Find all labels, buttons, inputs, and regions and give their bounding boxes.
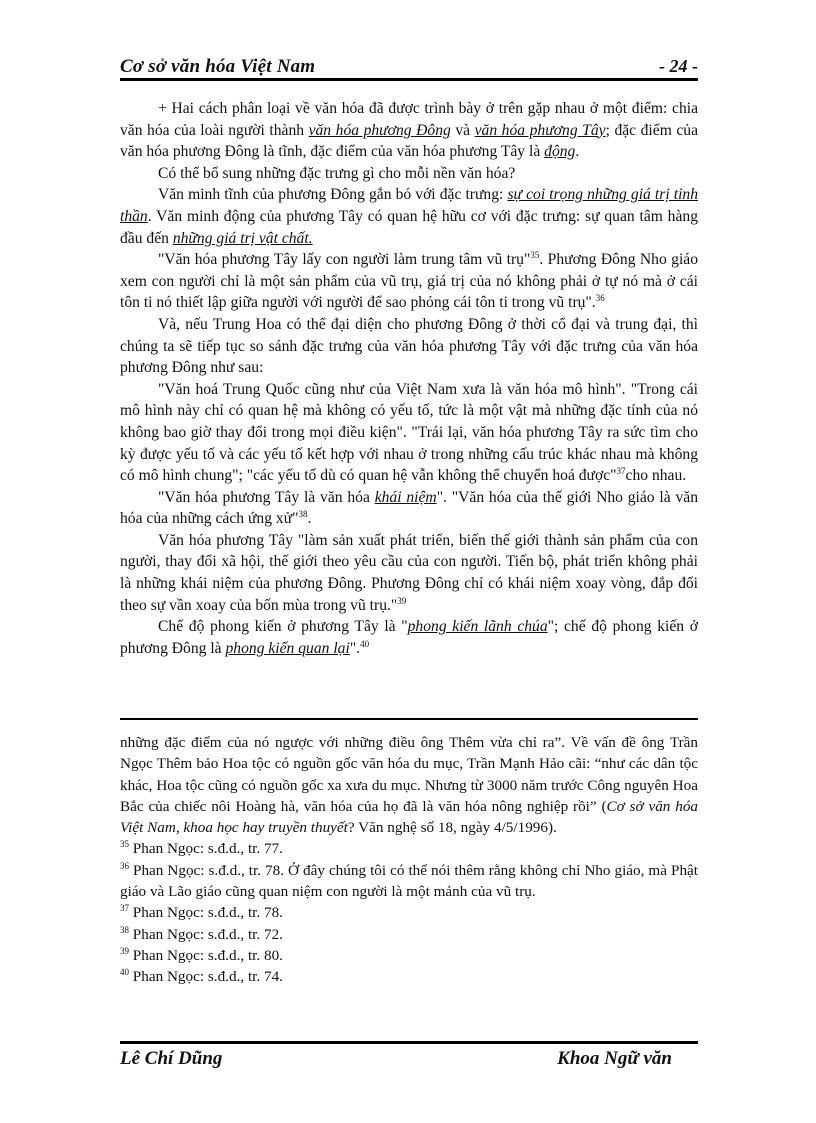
footnote-continuation bbox=[120, 732, 698, 838]
text: . bbox=[307, 510, 312, 528]
footnote-ref: 37 bbox=[616, 466, 626, 477]
paragraph: Và, nếu Trung Hoa có thể đại diện cho phương Đông ở thời cổ đại và trung đại, thì chúng ta sẽ tiếp tục so sánh đặc trưng của văn hóa phương Tây với đặc trưng của văn hóa phương Đông như sau: bbox=[120, 315, 698, 377]
header-rule bbox=[120, 78, 698, 81]
text: Văn hóa phương Tây "làm sản xuất phát triển, biến thế giới thành sản phẩm của con người, thay đổi xã hội, thế giới theo yêu cầu của con người. Tiến bộ, phát triển không phải là những khái niệm của phương Đông. Phương Đông chỉ có khái niệm xoay vòng, đắp đổi theo sự vần xoay của bốn mùa trong vũ trụ." bbox=[120, 531, 698, 614]
footnote-ref: 40 bbox=[360, 638, 370, 649]
paragraph bbox=[120, 249, 698, 314]
text: . Văn minh động của phương Tây có quan hệ hữu cơ với đặc trưng: sự quan tâm hàng đầu đến bbox=[120, 207, 698, 247]
paragraph: Có thể bổ sung những đặc trưng gì cho mỗi nền văn hóa? bbox=[158, 164, 516, 182]
text: cho nhau. bbox=[625, 467, 687, 485]
text: ". "Văn hóa của thế giới Nho giáo là văn hóa của những cách ứng xử" bbox=[120, 488, 699, 528]
footnote-number: 37 bbox=[120, 903, 129, 914]
page-footer bbox=[120, 1044, 698, 1072]
italic-title: Cơ sở văn hóa Việt Nam, khoa học hay truyền thuyết bbox=[120, 797, 699, 837]
paragraph bbox=[120, 184, 698, 249]
paragraph bbox=[120, 530, 698, 616]
footnote-number: 40 bbox=[120, 967, 129, 978]
department-name: Khoa Ngữ văn bbox=[557, 1048, 672, 1069]
text: "Văn hoá Trung Quốc cũng như của Việt Nam xưa là văn hóa mô hình". "Trong cái mô hình này chỉ có quan hệ mà không có yếu tố, tức là một vật mà những đặc tính của nó không bao giờ thay đổi trong mọi điều kiện". "Trái lại, văn hóa phương Tây ra sức tìm cho kỳ được yếu tố và các yếu tố kết hợp với nhau ở trong những cấu trúc khác nhau mà không có mô hình chung"; "các yếu tố dù có quan hệ vẫn không thể chuyển hoá được" bbox=[120, 380, 698, 485]
footnote-text: Phan Ngọc: s.đ.d., tr. 77. bbox=[129, 840, 283, 858]
text: ? Văn nghệ số 18, ngày 4/5/1996). bbox=[347, 819, 557, 837]
text: Văn minh tĩnh của phương Đông gắn bó với đặc trưng: bbox=[158, 186, 508, 204]
footnote-text: Phan Ngọc: s.đ.d., tr. 78. Ở đây chúng tôi có thể nói thêm rằng không chỉ Nho giáo, mà Phật giáo và Lão giáo cũng quan niệm con người là một mảnh của vũ trụ. bbox=[120, 861, 698, 901]
paragraph bbox=[120, 487, 698, 530]
emphasis: phong kiến quan lại bbox=[225, 639, 350, 657]
main-text bbox=[120, 98, 698, 659]
emphasis: văn hóa phương Đông bbox=[308, 121, 451, 139]
footnote-number: 35 bbox=[120, 839, 129, 850]
paragraph bbox=[120, 616, 698, 659]
footnote-text: Phan Ngọc: s.đ.d., tr. 78. bbox=[129, 904, 283, 922]
text: "; chế độ phong kiến ở phương Đông là bbox=[120, 618, 698, 657]
text: "Văn hóa phương Tây lấy con người làm trung tâm vũ trụ" bbox=[158, 251, 531, 269]
document-title: Cơ sở văn hóa Việt Nam bbox=[120, 56, 316, 77]
footnote bbox=[120, 860, 698, 903]
text: . Phương Đông Nho giáo xem con người chỉ là một sản phẩm của vũ trụ, giá trị của nó không phải ở tự nó mà ở cái tôn ti nó thiết lập giữa người với người để sao phỏng cái tôn ti trong vũ trụ". bbox=[120, 251, 699, 312]
text: Chế độ phong kiến ở phương Tây là " bbox=[158, 618, 408, 636]
page-number: - 24 - bbox=[659, 56, 698, 76]
footnote-text: Phan Ngọc: s.đ.d., tr. 74. bbox=[129, 968, 283, 986]
footnote-text: Phan Ngọc: s.đ.d., tr. 72. bbox=[129, 925, 283, 943]
footnote-ref: 35 bbox=[530, 250, 540, 261]
footnote bbox=[120, 924, 698, 945]
text: . bbox=[575, 143, 580, 161]
text: ". bbox=[349, 639, 361, 657]
text: + Hai cách phân loại về văn hóa đã được trình bày ở trên gặp nhau ở một điểm: chia văn hóa của loài người thành bbox=[120, 100, 698, 139]
text: "Văn hóa phương Tây là văn hóa bbox=[158, 488, 375, 506]
text: và bbox=[450, 121, 475, 139]
footnotes bbox=[120, 732, 698, 988]
footnote-number: 38 bbox=[120, 924, 129, 935]
emphasis: những giá trị vật chất. bbox=[172, 229, 313, 247]
emphasis: khái niệm bbox=[374, 488, 437, 506]
footnote bbox=[120, 945, 698, 966]
page-header bbox=[120, 52, 698, 78]
footnote-text: Phan Ngọc: s.đ.d., tr. 80. bbox=[129, 946, 283, 964]
paragraph bbox=[120, 98, 698, 163]
footnote-number: 39 bbox=[120, 945, 129, 956]
footnote bbox=[120, 902, 698, 923]
paragraph bbox=[120, 379, 698, 487]
footnote-ref: 38 bbox=[298, 509, 308, 520]
footnote-ref: 36 bbox=[595, 293, 605, 304]
emphasis: sự coi trọng những giá trị tinh thần bbox=[120, 186, 698, 225]
footnote bbox=[120, 966, 698, 987]
emphasis: văn hóa phương Tây bbox=[474, 121, 606, 139]
author-name: Lê Chí Dũng bbox=[120, 1048, 223, 1069]
emphasis: phong kiến lãnh chúa bbox=[407, 618, 548, 636]
text: những đặc điểm của nó ngược với những điều ông Thêm vừa chỉ ra”. Về vấn đề ông Trần Ngọc Thêm bảo Hoa tộc có nguồn gốc văn hóa du mục, Trần Mạnh Hảo cãi: “như các dân tộc khác, Hoa tộc cũng có nguồn gốc xa xưa du mục. Nhưng từ 3000 năm trước Công nguyên Hoa Bắc của chiếc nôi Hoàng hà, văn hóa của họ đã là văn hóa nông nghiệp rồi” ( bbox=[120, 734, 698, 815]
footnote-number: 36 bbox=[120, 860, 129, 871]
footnote-separator bbox=[120, 718, 698, 720]
footnote-ref: 39 bbox=[397, 595, 407, 606]
text: ; đặc điểm của văn hóa phương Đông là tĩnh, đặc điểm của văn hóa phương Tây là bbox=[120, 121, 699, 161]
emphasis: động bbox=[544, 143, 576, 161]
footnote bbox=[120, 838, 698, 859]
